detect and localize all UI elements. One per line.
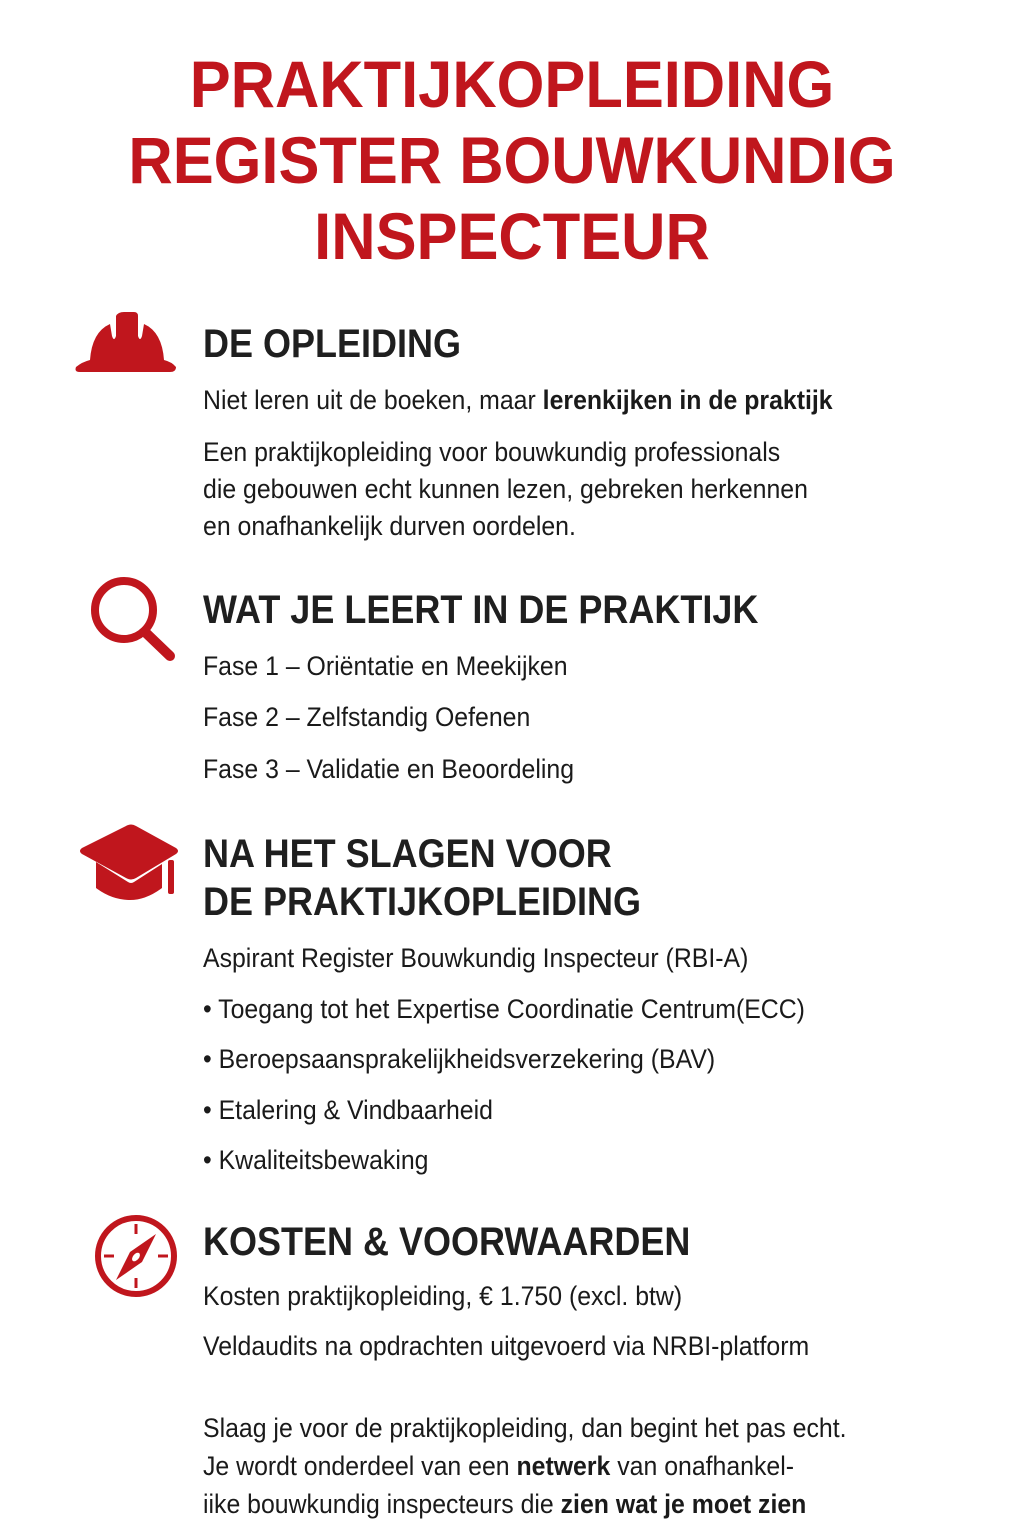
closing-line-2 [203, 1448, 794, 1485]
bullet-item: • Kwaliteitsbewaking [203, 1145, 429, 1175]
opleiding-desc-2: die gebouwen echt kunnen lezen, gebreken herkennen [203, 474, 808, 504]
opleiding-tagline [203, 382, 833, 419]
page-title [36, 46, 988, 274]
closing-line-2-a: Je wordt onderdeel van een [203, 1451, 517, 1481]
bullet-item: • Beroepsaansprakelijkheidsverzekering (BAV) [203, 1044, 716, 1074]
tagline-normal: Niet leren uit de boeken, maar [203, 385, 543, 415]
hard-hat-icon [72, 310, 178, 374]
phase-3: Fase 3 – Validatie en Beoordeling [203, 754, 575, 784]
section-heading-kosten: KOSTEN & VOORWAARDEN [203, 1220, 691, 1264]
closing-line-3-bold: zien wat je moet zien [560, 1489, 807, 1519]
magnifier-icon [84, 572, 180, 664]
graduation-cap-icon [76, 822, 186, 902]
compass-icon [92, 1212, 180, 1300]
closing-line-3 [203, 1486, 806, 1523]
kosten-audits: Veldaudits na opdrachten uitgevoerd via NRBI-platform [203, 1331, 810, 1361]
slagen-subtitle: Aspirant Register Bouwkundig Inspecteur (RBI-A) [203, 943, 749, 973]
section-heading-slagen-2: DE PRAKTIJKOPLEIDING [203, 880, 642, 924]
tagline-bold: lerenkijken in de praktijk [542, 385, 833, 415]
bullet-item: • Etalering & Vindbaarheid [203, 1095, 493, 1125]
closing-line-2-bold: netwerk [516, 1451, 611, 1481]
section-heading-slagen-1: NA HET SLAGEN VOOR [203, 832, 612, 876]
closing-line-3-a: iike bouwkundig inspecteurs die [203, 1489, 561, 1519]
title-line-2: REGISTER BOUWKUNDIG [128, 123, 896, 197]
title-line-1: PRAKTIJKOPLEIDING [189, 47, 835, 121]
bullet-item: • Toegang tot het Expertise Coordinatie Centrum(ECC) [203, 994, 805, 1024]
closing-line-1: Slaag je voor de praktijkopleiding, dan begint het pas echt. [203, 1413, 847, 1443]
phase-1: Fase 1 – Oriëntatie en Meekijken [203, 651, 568, 681]
opleiding-desc-1: Een praktijkopleiding voor bouwkundig professionals [203, 437, 781, 467]
kosten-cost: Kosten praktijkopleiding, € 1.750 (excl. btw) [203, 1281, 683, 1311]
opleiding-desc-3: en onafhankelijk durven oordelen. [203, 511, 576, 541]
phase-2: Fase 2 – Zelfstandig Oefenen [203, 702, 531, 732]
section-heading-praktijk: WAT JE LEERT IN DE PRAKTIJK [203, 588, 759, 632]
title-line-3: INSPECTEUR [314, 199, 710, 273]
section-heading-opleiding: DE OPLEIDING [203, 322, 462, 366]
closing-line-2-b: van onafhankel- [610, 1451, 795, 1481]
